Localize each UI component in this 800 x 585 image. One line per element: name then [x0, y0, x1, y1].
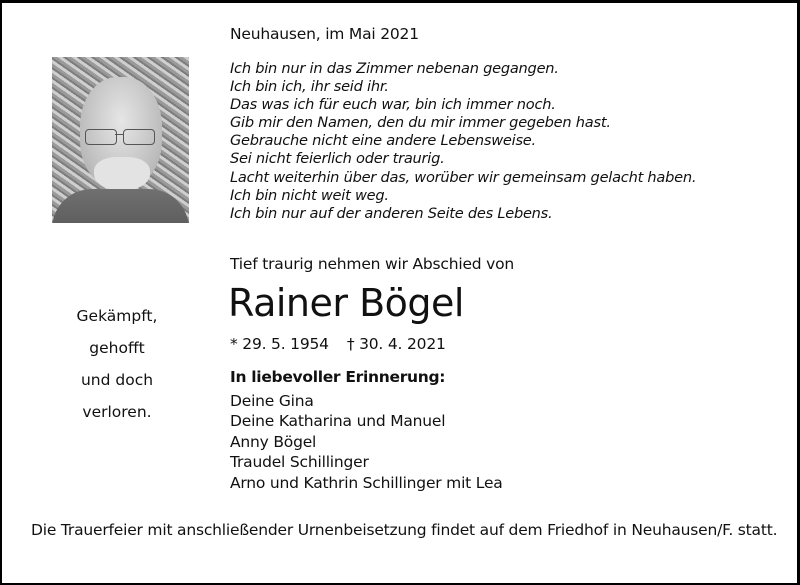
poem-line: Gib mir den Namen, den du mir immer gegeben hast. — [230, 114, 611, 132]
memory-heading: In liebevoller Erinnerung: — [230, 368, 446, 386]
poem-line: Gebrauche nicht eine andere Lebensweise. — [230, 132, 536, 150]
motto-line: Gekämpft, — [76, 307, 158, 325]
birth-date: * 29. 5. 1954 — [230, 335, 329, 353]
portrait-glasses — [85, 129, 157, 145]
poem-line: Ich bin nur auf der anderen Seite des Lebens. — [230, 204, 553, 222]
mourner: Anny Bögel — [230, 432, 317, 451]
death-date: † 30. 4. 2021 — [346, 335, 446, 353]
life-dates — [230, 335, 446, 353]
mourner: Arno und Kathrin Schillinger mit Lea — [230, 473, 503, 492]
motto-line: gehofft — [89, 339, 145, 357]
poem-line: Das was ich für euch war, bin ich immer noch. — [230, 96, 556, 114]
poem-line: Ich bin ich, ihr seid ihr. — [230, 78, 389, 96]
mourners-list — [230, 391, 503, 493]
mourner: Deine Katharina und Manuel — [230, 412, 446, 431]
portrait-shirt — [52, 189, 189, 223]
poem-line: Ich bin nur in das Zimmer nebenan gegangen. — [230, 60, 559, 77]
motto-line: verloren. — [82, 403, 152, 421]
poem-line: Ich bin nicht weit weg. — [230, 186, 389, 204]
place-date: Neuhausen, im Mai 2021 — [230, 25, 419, 43]
farewell-intro: Tief traurig nehmen wir Abschied von — [230, 255, 515, 273]
mourner: Traudel Schillinger — [230, 453, 369, 472]
mourner: Deine Gina — [230, 392, 314, 410]
poem — [230, 60, 696, 223]
poem-line: Sei nicht feierlich oder traurig. — [230, 150, 445, 168]
funeral-notice: Die Trauerfeier mit anschließender Urnenbeisetzung findet auf dem Friedhof in Neuhausen/F. statt. — [31, 521, 778, 539]
motto-line: und doch — [80, 371, 154, 389]
motto — [52, 300, 182, 428]
deceased-name: Rainer Bögel — [228, 281, 464, 325]
portrait-photo — [52, 57, 189, 223]
portrait-beard — [94, 157, 150, 191]
poem-line: Lacht weiterhin über das, worüber wir gemeinsam gelacht haben. — [230, 168, 697, 186]
obituary-page — [2, 3, 797, 583]
